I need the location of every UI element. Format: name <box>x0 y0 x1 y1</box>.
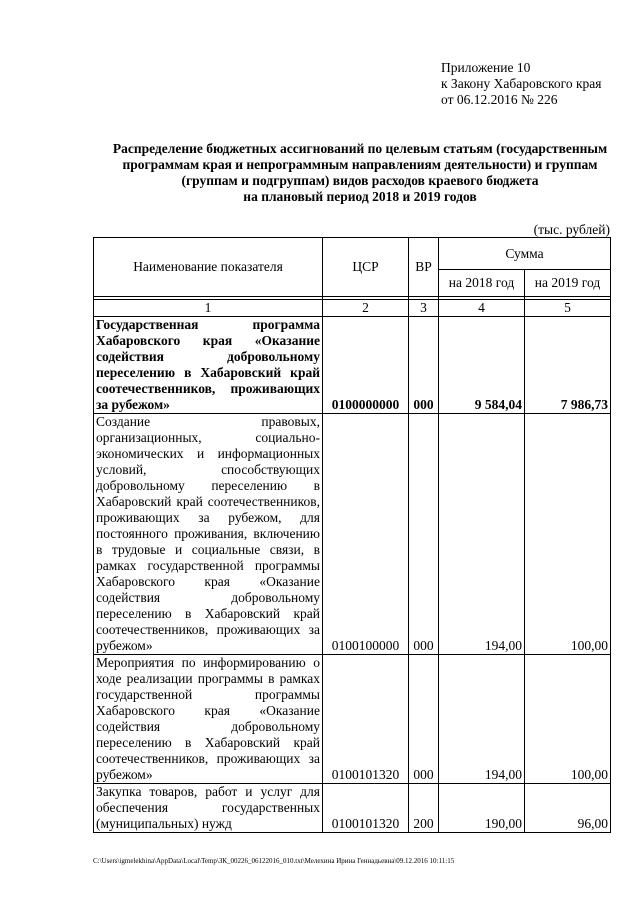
row-amount-2018: 194,00 <box>439 655 525 784</box>
table-row <box>94 784 611 833</box>
title-line: (группам и подгруппам) видов расходов краевого бюджета <box>181 173 539 188</box>
table-row <box>94 655 611 784</box>
column-number: 2 <box>323 300 409 317</box>
row-name: Закупка товаров, работ и услуг для обеспечения государственных (муниципальных) нужд <box>94 784 323 833</box>
table-row <box>94 317 611 414</box>
header-vr: ВР <box>409 238 439 297</box>
table-row <box>94 414 611 655</box>
column-number: 1 <box>94 300 323 317</box>
file-path-footer: C:\Users\igmelekhina\AppData\Local\Temp\ЗК_00226_06122016_010.txt\Мелехина Ирина Геннадьевна\09.12.2016 10:11:15 <box>93 857 455 865</box>
header-year-2018: на 2018 год <box>439 270 525 297</box>
appendix-line: Приложение 10 <box>441 60 531 75</box>
header-sum: Сумма <box>439 238 611 270</box>
row-amount-2019: 100,00 <box>525 414 611 655</box>
row-amount-2018: 9 584,04 <box>439 317 525 414</box>
row-code: 0100000000 <box>323 317 409 414</box>
column-number: 4 <box>439 300 525 317</box>
row-vr: 200 <box>409 784 439 833</box>
title-line: на плановый период 2018 и 2019 годов <box>243 189 477 204</box>
row-code: 0100100000 <box>323 414 409 655</box>
document-title <box>92 141 628 205</box>
title-line: программам края и непрограммным направлениям деятельности) и группам <box>122 157 598 172</box>
column-number-row <box>94 300 611 317</box>
row-name: Государственная программа Хабаровского края «Оказание содействия добровольному переселению в Хабаровский край соотечественников, проживающих за рубежом» <box>94 317 323 414</box>
budget-table <box>93 237 611 833</box>
appendix-block <box>441 60 602 108</box>
row-amount-2018: 190,00 <box>439 784 525 833</box>
row-amount-2018: 194,00 <box>439 414 525 655</box>
row-code: 0100101320 <box>323 784 409 833</box>
row-name: Создание правовых, организационных, социально-экономических и информационных условий, способствующих добровольному переселению в Хабаровский край соотечественников, проживающих за рубежом, для постоянного проживания, включению в трудовые и социальные связи, в рамках государственной программы Хабаровского края «Оказание содействия добровольному переселению в Хабаровский край соотечественников, проживающих за рубежом» <box>94 414 323 655</box>
header-year-2019: на 2019 год <box>525 270 611 297</box>
row-amount-2019: 100,00 <box>525 655 611 784</box>
header-name: Наименование показателя <box>94 238 323 297</box>
units-label: (тыс. рублей) <box>533 222 610 237</box>
column-number: 5 <box>525 300 611 317</box>
row-vr: 000 <box>409 414 439 655</box>
row-name: Мероприятия по информированию о ходе реализации программы в рамках государственной программы Хабаровского края «Оказание содействия добровольному переселению в Хабаровский край соотечественников, проживающих за рубежом» <box>94 655 323 784</box>
row-code: 0100101320 <box>323 655 409 784</box>
row-vr: 000 <box>409 655 439 784</box>
header-code: ЦСР <box>323 238 409 297</box>
row-amount-2019: 7 986,73 <box>525 317 611 414</box>
appendix-line: к Закону Хабаровского края <box>441 76 602 91</box>
title-line: Распределение бюджетных ассигнований по целевым статьям (государственным <box>112 141 608 156</box>
header-row <box>94 238 611 270</box>
appendix-line: от 06.12.2016 № 226 <box>441 92 558 107</box>
row-vr: 000 <box>409 317 439 414</box>
column-number: 3 <box>409 300 439 317</box>
row-amount-2019: 96,00 <box>525 784 611 833</box>
